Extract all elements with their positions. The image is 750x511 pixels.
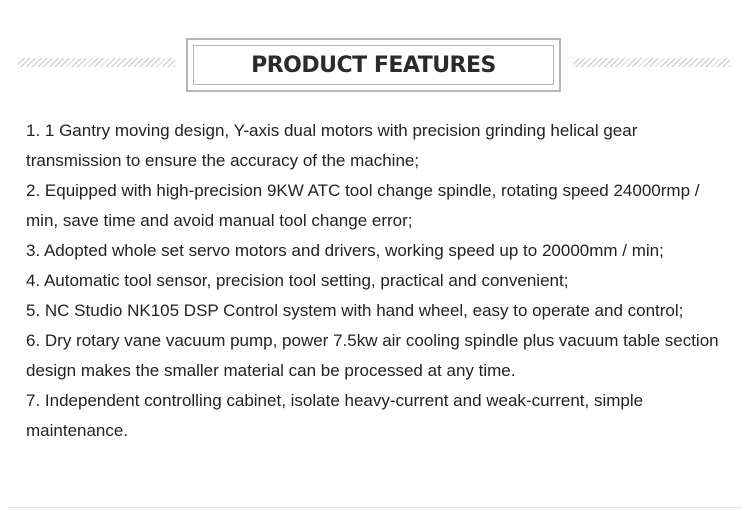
feature-item: 4. Automatic tool sensor, precision tool setting, practical and convenient; xyxy=(26,271,569,290)
section-title: PRODUCT FEATURES xyxy=(251,52,496,78)
feature-item: 3. Adopted whole set servo motors and drivers, working speed up to 20000mm / min; xyxy=(26,241,664,260)
title-frame xyxy=(186,38,561,92)
feature-item: 1. 1 Gantry moving design, Y-axis dual motors with precision grinding helical gear transmission to ensure the accuracy of the machine; xyxy=(26,121,638,170)
right-hatch-decoration xyxy=(573,58,730,67)
left-hatch-decoration xyxy=(18,58,175,67)
feature-item: 5. NC Studio NK105 DSP Control system with hand wheel, easy to operate and control; xyxy=(26,301,684,320)
feature-item: 2. Equipped with high-precision 9KW ATC tool change spindle, rotating speed 24000rmp / min, save time and avoid manual tool change error; xyxy=(26,181,700,230)
title-inner-frame xyxy=(193,45,554,85)
feature-item: 6. Dry rotary vane vacuum pump, power 7.5kw air cooling spindle plus vacuum table section design makes the smaller material can be processed at any time. xyxy=(26,331,719,380)
feature-list xyxy=(26,116,726,446)
feature-item: 7. Independent controlling cabinet, isolate heavy-current and weak-current, simple maintenance. xyxy=(26,391,644,440)
section-header xyxy=(0,38,750,92)
bottom-divider xyxy=(8,507,742,508)
